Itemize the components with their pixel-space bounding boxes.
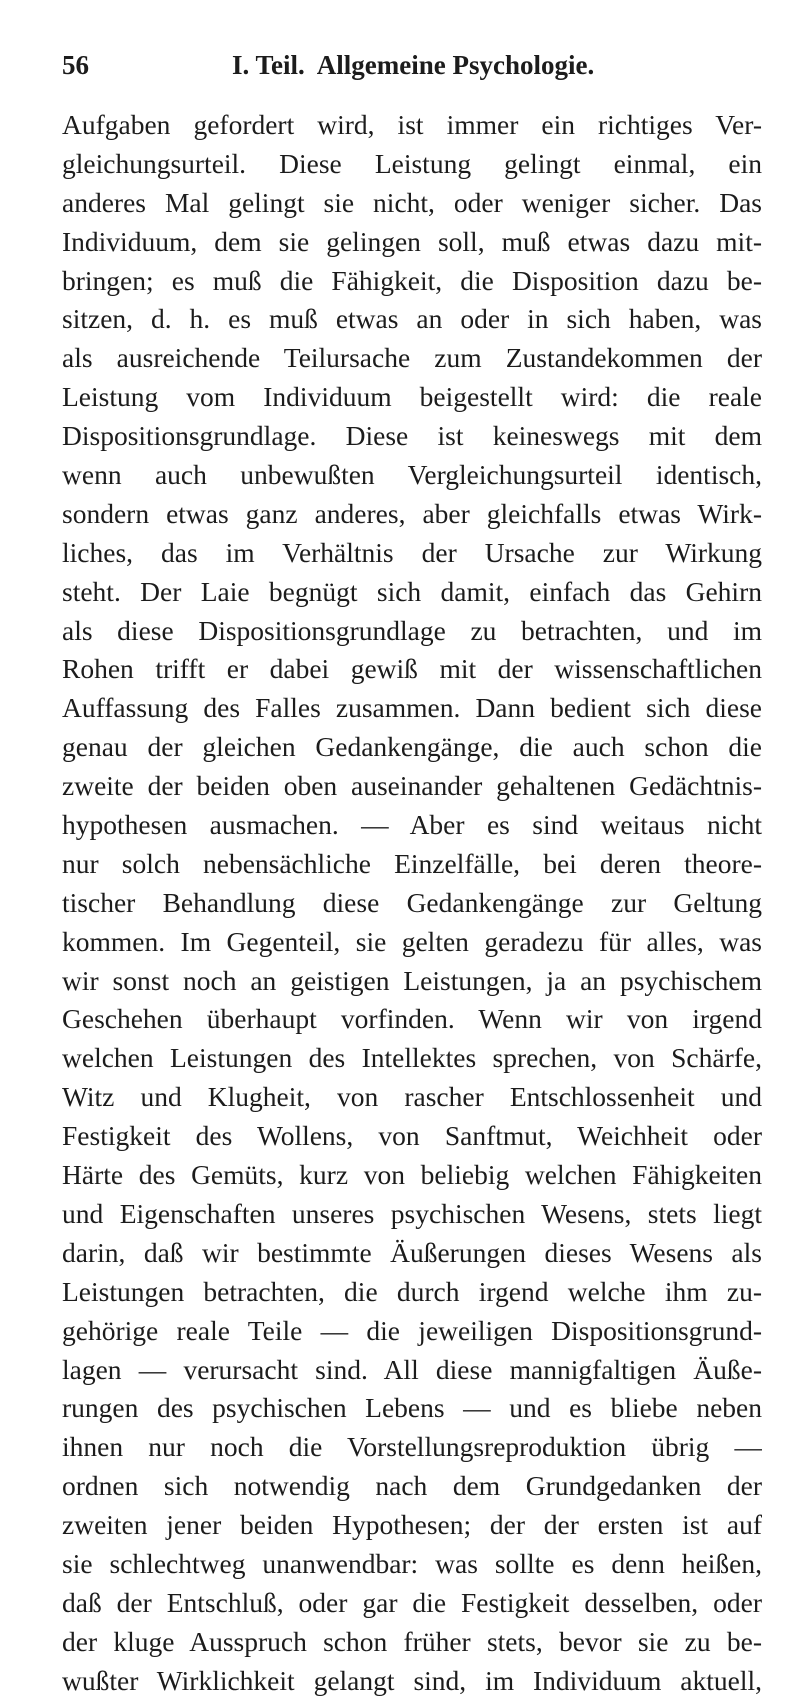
text-line: zweiten jener beiden Hypothesen; der der ersten ist auf (62, 1509, 762, 1541)
text-line: gleichungsurteil. Diese Leistung gelingt einmal, ein (62, 147, 762, 179)
text-line: nur solch nebensächliche Einzelfälle, bei deren theore- (62, 847, 762, 879)
text-line: anderes Mal gelingt sie nicht, oder weniger sicher. Das (62, 186, 762, 218)
text-line: wußter Wirklichkeit gelangt sind, im Individuum aktuell, (62, 1664, 762, 1696)
text-line: sie schlechtweg unanwendbar: was sollte es denn heißen, (62, 1547, 762, 1579)
text-line: rungen des psychischen Lebens — und es bliebe neben (62, 1392, 762, 1424)
text-line: Festigkeit des Wollens, von Sanftmut, Weichheit oder (62, 1120, 762, 1152)
text-line: als ausreichende Teilursache zum Zustandekommen der (62, 342, 762, 374)
text-line: Individuum, dem sie gelingen soll, muß etwas dazu mit- (62, 225, 762, 257)
text-line: wir sonst noch an geistigen Leistungen, ja an psychischem (62, 964, 762, 996)
text-line: Dispositionsgrundlage. Diese ist keineswegs mit dem (62, 420, 762, 452)
text-line: und Eigenschaften unseres psychischen Wesens, stets liegt (62, 1197, 762, 1229)
text-line: Härte des Gemüts, kurz von beliebig welchen Fähigkeiten (62, 1159, 762, 1191)
running-head (62, 50, 760, 90)
text-line: daß der Entschluß, oder gar die Festigkeit desselben, oder (62, 1586, 762, 1618)
page-number: 56 (62, 50, 89, 80)
text-line: Leistung vom Individuum beigestellt wird: die reale (62, 381, 762, 413)
text-line: genau der gleichen Gedankengänge, die auch schon die (62, 731, 762, 763)
text-line: Auffassung des Falles zusammen. Dann bedient sich diese (62, 692, 762, 724)
text-line: kommen. Im Gegenteil, sie gelten geradezu für alles, was (62, 925, 762, 957)
text-line: Leistungen betrachten, die durch irgend welche ihm zu- (62, 1275, 762, 1307)
body-text (62, 106, 762, 1701)
text-line: Rohen trifft er dabei gewiß mit der wissenschaftlichen (62, 653, 762, 685)
text-line: lagen — verursacht sind. All diese mannigfaltigen Äuße- (62, 1353, 762, 1385)
text-line: bringen; es muß die Fähigkeit, die Disposition dazu be- (62, 264, 762, 296)
part-label: I. Teil. (232, 50, 305, 80)
text-line: steht. Der Laie begnügt sich damit, einfach das Gehirn (62, 575, 762, 607)
text-line: Aufgaben gefordert wird, ist immer ein richtiges Ver- (62, 109, 762, 140)
text-line: als diese Dispositionsgrundlage zu betrachten, und im (62, 614, 762, 646)
chapter-title: Allgemeine Psychologie. (316, 50, 595, 80)
text-line: gehörige reale Teile — die jeweiligen Dispositionsgrund- (62, 1314, 762, 1346)
text-line: der kluge Ausspruch schon früher stets, bevor sie zu be- (62, 1625, 762, 1657)
text-line: Witz und Klugheit, von rascher Entschlossenheit und (62, 1081, 762, 1113)
text-line: zweite der beiden oben auseinander gehaltenen Gedächtnis- (62, 770, 762, 802)
running-title (232, 50, 594, 81)
text-line: welchen Leistungen des Intellektes sprechen, von Schärfe, (62, 1042, 762, 1074)
text-line: liches, das im Verhältnis der Ursache zur Wirkung (62, 536, 762, 568)
text-line: tischer Behandlung diese Gedankengänge zur Geltung (62, 886, 762, 918)
text-line: sondern etwas ganz anderes, aber gleichfalls etwas Wirk- (62, 497, 762, 529)
text-line: darin, daß wir bestimmte Äußerungen dieses Wesens als (62, 1236, 762, 1268)
text-line: wenn auch unbewußten Vergleichungsurteil identisch, (62, 459, 762, 491)
text-line: ihnen nur noch die Vorstellungsreproduktion übrig — (62, 1431, 762, 1463)
text-line: sitzen, d. h. es muß etwas an oder in sich haben, was (62, 303, 762, 335)
text-line: ordnen sich notwendig nach dem Grundgedanken der (62, 1470, 762, 1502)
text-line: Geschehen überhaupt vorfinden. Wenn wir von irgend (62, 1003, 762, 1035)
text-line: hypothesen ausmachen. — Aber es sind weitaus nicht (62, 809, 762, 841)
